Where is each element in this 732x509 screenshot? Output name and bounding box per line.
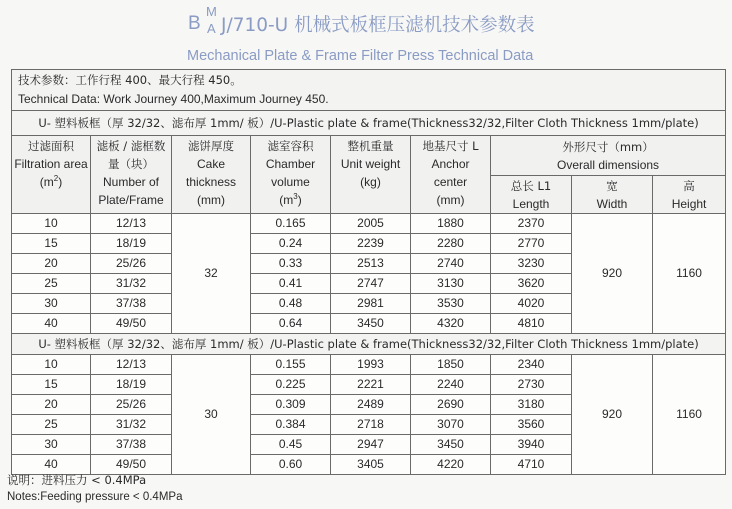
cell-anchor: 2690 [411, 395, 491, 415]
cell-anchor: 2240 [411, 375, 491, 395]
header-width-zh: 宽 [606, 179, 618, 193]
header-height-en: Height [671, 197, 707, 211]
cell-weight: 2005 [331, 214, 411, 234]
model-prefix [185, 4, 221, 36]
cell-weight: 2718 [331, 415, 411, 435]
cell-area: 30 [12, 435, 91, 455]
header-length-en: Length [512, 197, 550, 211]
cell-volume: 0.48 [251, 294, 331, 314]
header-anchor [411, 136, 491, 214]
header-weight [331, 136, 411, 214]
cell-volume: 0.309 [251, 395, 331, 415]
cell-volume: 0.155 [251, 355, 331, 375]
cell-plates: 31/32 [91, 415, 172, 435]
cell-area: 40 [12, 314, 91, 334]
cell-height: 1160 [653, 214, 726, 334]
header-cake-unit: (mm) [197, 193, 225, 207]
header-weight-unit: (kg) [360, 175, 381, 189]
cell-volume: 0.165 [251, 214, 331, 234]
document-subtitle: Mechanical Plate & Frame Filter Press Technical Data [187, 48, 534, 64]
cell-length: 3620 [491, 274, 572, 294]
cell-anchor: 3450 [411, 435, 491, 455]
spec-table [11, 69, 726, 475]
header-anchor-zh: 地基尺寸 L [422, 139, 479, 153]
cell-area: 10 [12, 214, 91, 234]
cell-volume: 0.64 [251, 314, 331, 334]
header-volume-unit: $(m^3)$ [279, 192, 302, 207]
cell-anchor: 3070 [411, 415, 491, 435]
cell-plates: 31/32 [91, 274, 172, 294]
cell-plates: 25/26 [91, 395, 172, 415]
document-title [185, 4, 585, 37]
cell-width: 920 [572, 214, 653, 334]
header-weight-zh: 整机重量 [347, 139, 394, 153]
header-volume-en2: volume [271, 175, 310, 189]
header-volume-zh: 滤室容积 [267, 139, 314, 153]
cell-volume: 0.41 [251, 274, 331, 294]
cell-length: 2770 [491, 234, 572, 254]
title-zh-text: J/710-U 机械式板框压滤机技术参数表 [221, 15, 535, 36]
prefix-a: A [207, 21, 216, 36]
cell-volume: 0.33 [251, 254, 331, 274]
header-area-zh: 过滤面积 [28, 139, 74, 153]
cell-length: 3230 [491, 254, 572, 274]
notes-zh: 说明：进料压力 < 0.4MPa [7, 473, 147, 487]
cell-area: 25 [12, 274, 91, 294]
header-area-en: Filtration area [14, 157, 88, 171]
header-overall-en: Overall dimensions [557, 158, 660, 172]
cell-length: 4810 [491, 314, 572, 334]
cell-weight: 2489 [331, 395, 411, 415]
cell-length: 3180 [491, 395, 572, 415]
cell-area: 40 [12, 455, 91, 475]
header-height [653, 176, 726, 214]
cell-weight: 2981 [331, 294, 411, 314]
cell-plates: 18/19 [91, 234, 172, 254]
cell-height: 1160 [653, 355, 726, 475]
header-anchor-unit: (mm) [436, 193, 465, 207]
cell-width: 920 [572, 355, 653, 475]
header-area [12, 136, 91, 214]
cell-volume: 0.45 [251, 435, 331, 455]
cell-length: 3560 [491, 415, 572, 435]
cell-weight: 2747 [331, 274, 411, 294]
header-plates-en1: Number of [102, 175, 160, 189]
header-area-unit: $(m^2)$ [39, 174, 63, 189]
header-plates-en2: Plate/Frame [98, 193, 164, 207]
cell-area: 15 [12, 234, 91, 254]
cell-area: 20 [12, 254, 91, 274]
header-length-zh: 总长 L1 [510, 179, 552, 193]
cell-area: 30 [12, 294, 91, 314]
notes-en: Notes:Feeding pressure < 0.4MPa [7, 491, 183, 503]
header-volume [251, 136, 331, 214]
cell-volume: 0.384 [251, 415, 331, 435]
cell-weight: 2513 [331, 254, 411, 274]
cell-plates: 25/26 [91, 254, 172, 274]
header-width-en: Width [596, 197, 628, 211]
cell-anchor: 2740 [411, 254, 491, 274]
prefix-m: M [206, 4, 217, 19]
cell-area: 20 [12, 395, 91, 415]
cell-length: 3940 [491, 435, 572, 455]
header-width [572, 176, 653, 214]
header-plates-zh1: 滤板 / 滤框数 [96, 139, 166, 153]
cell-length: 4020 [491, 294, 572, 314]
header-plates-zh2: 量（块） [108, 157, 154, 171]
header-weight-en1: Unit weight [340, 157, 401, 171]
header-row [12, 136, 726, 176]
cell-length: 2340 [491, 355, 572, 375]
cell-weight: 2947 [331, 435, 411, 455]
header-overall [491, 136, 726, 176]
cell-anchor: 1850 [411, 355, 491, 375]
header-anchor-en1: Anchor [431, 157, 470, 171]
cell-length: 2730 [491, 375, 572, 395]
cell-cake-thickness: 30 [172, 355, 251, 475]
table-row [12, 355, 726, 375]
cell-volume: 0.24 [251, 234, 331, 254]
header-cake-en1: Cake [196, 157, 225, 171]
cell-anchor: 3130 [411, 274, 491, 294]
intro-en: Technical Data: Work Journey 400,Maximum Journey 450. [18, 92, 329, 106]
cell-weight: 3450 [331, 314, 411, 334]
cell-plates: 12/13 [91, 355, 172, 375]
cell-anchor: 1880 [411, 214, 491, 234]
cell-volume: 0.60 [251, 455, 331, 475]
header-cake [172, 136, 251, 214]
header-cake-en2: thickness [185, 175, 237, 189]
cell-anchor: 4320 [411, 314, 491, 334]
section-1-title-text: U- 塑料板框（厚 32/32、滤布厚 1mm/ 板）/U-Plastic plate & frame(Thickness32/32,Filter Cloth Thickness 1mm/plate) [38, 116, 699, 130]
cell-anchor: 3530 [411, 294, 491, 314]
intro-cell [12, 70, 726, 111]
table-row [12, 214, 726, 234]
notes [7, 472, 182, 506]
cell-anchor: 2280 [411, 234, 491, 254]
header-cake-zh: 滤饼厚度 [188, 139, 234, 153]
header-height-zh: 高 [683, 179, 695, 193]
section-1-title [12, 111, 726, 136]
cell-area: 25 [12, 415, 91, 435]
cell-plates: 37/38 [91, 294, 172, 314]
cell-weight: 1993 [331, 355, 411, 375]
cell-plates: 49/50 [91, 455, 172, 475]
section-2-title [12, 334, 726, 355]
prefix-b: B [188, 13, 201, 34]
cell-length: 2370 [491, 214, 572, 234]
cell-cake-thickness: 32 [172, 214, 251, 334]
cell-plates: 18/19 [91, 375, 172, 395]
section-2-title-text: U- 塑料板框（厚 32/32、滤布厚 1mm/ 板）/U-Plastic plate & frame(Thickness32/32,Filter Cloth Thickness 1mm/plate) [38, 337, 699, 351]
cell-weight: 3405 [331, 455, 411, 475]
header-anchor-en2: center [433, 175, 468, 189]
cell-plates: 49/50 [91, 314, 172, 334]
cell-anchor: 4220 [411, 455, 491, 475]
cell-plates: 12/13 [91, 214, 172, 234]
header-plates [91, 136, 172, 214]
cell-weight: 2221 [331, 375, 411, 395]
header-length [491, 176, 572, 214]
header-volume-en1: Chamber [265, 157, 316, 171]
cell-plates: 37/38 [91, 435, 172, 455]
cell-area: 10 [12, 355, 91, 375]
cell-length: 4710 [491, 455, 572, 475]
cell-area: 15 [12, 375, 91, 395]
intro-zh: 技术参数：工作行程 400、最大行程 450。 [18, 73, 242, 87]
cell-weight: 2239 [331, 234, 411, 254]
header-overall-zh: 外形尺寸（mm） [562, 140, 654, 154]
cell-volume: 0.225 [251, 375, 331, 395]
